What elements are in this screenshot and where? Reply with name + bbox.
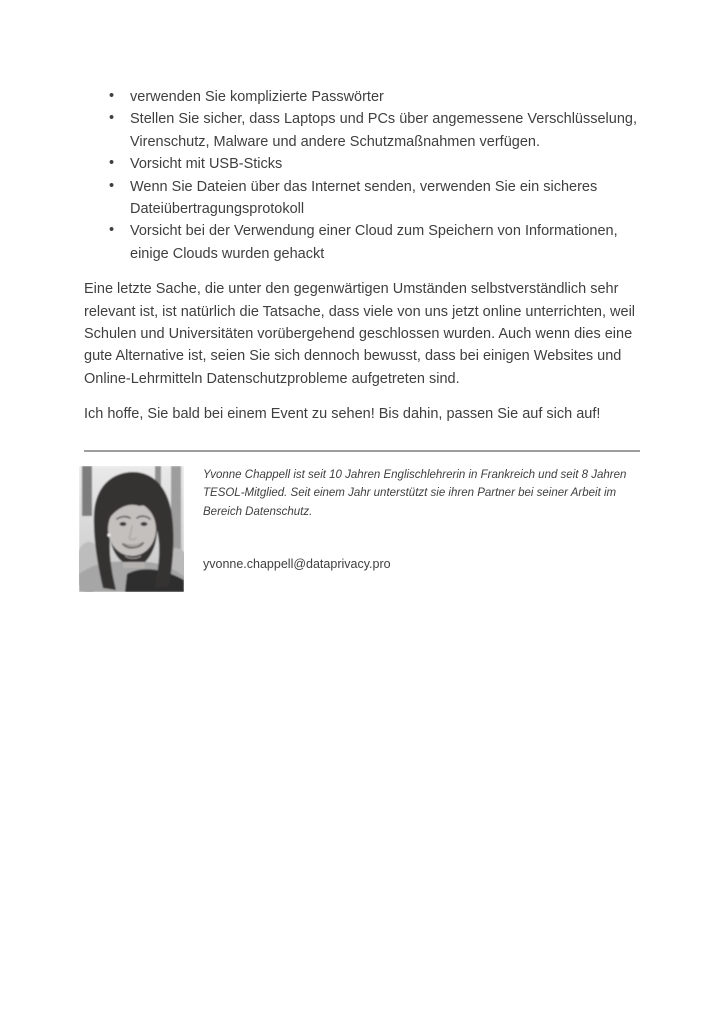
author-bio: Yvonne Chappell ist seit 10 Jahren Englischlehrerin in Frankreich und seit 8 Jahren TESOL-Mitglied. Seit einem Jahr unterstützt sie ihren Partner bei seiner Arbeit im Bereich Datenschutz. [203, 468, 627, 518]
list-item-text: Vorsicht bei der Verwendung einer Cloud zum Speichern von Informationen, einige Clouds wurden gehackt [130, 223, 618, 262]
author-photo [79, 466, 184, 592]
list-item [84, 220, 640, 265]
list-item-text: Wenn Sie Dateien über das Internet senden, verwenden Sie ein sicheres Dateiübertragungsprotokoll [130, 178, 598, 218]
paragraph-farewell: Ich hoffe, Sie bald bei einem Event zu sehen! Bis dahin, passen Sie auf sich auf! [84, 406, 601, 423]
bullet-icon: • [109, 177, 115, 194]
section-divider [84, 450, 640, 452]
list-item-text: verwenden Sie komplizierte Passwörter [130, 89, 384, 105]
list-item [84, 153, 640, 175]
bullet-icon: • [109, 155, 115, 172]
bullet-icon: • [109, 222, 115, 239]
author-email: yvonne.chappell@dataprivacy.pro [203, 557, 391, 572]
bullet-icon: • [109, 110, 115, 127]
list-item-text: Vorsicht mit USB-Sticks [130, 156, 283, 173]
list-item-text: Stellen Sie sicher, dass Laptops und PCs über angemessene Verschlüsselung, Virenschutz, Malware und andere Schutzmaßnahmen verfügen. [130, 111, 638, 150]
list-item [84, 86, 640, 108]
bullet-icon: • [109, 88, 115, 104]
paragraph-closing-note: Eine letzte Sache, die unter den gegenwärtigen Umständen selbstverständlich sehr relevant ist, ist natürlich die Tatsache, dass viele von uns jetzt online unterrichten, weil Schulen und Universitäten vorübergehend geschlossen wurden. Auch wenn dies eine gute Alternative ist, seien Sie sich dennoch bewusst, dass bei einigen Websites und Online-Lehrmitteln Datenschutzprobleme aufgetreten sind. [84, 281, 636, 387]
security-tips-list [84, 86, 640, 265]
document-content [84, 86, 640, 592]
list-item [84, 108, 640, 153]
list-item [84, 176, 640, 221]
author-section [84, 466, 640, 592]
author-info [184, 466, 640, 572]
